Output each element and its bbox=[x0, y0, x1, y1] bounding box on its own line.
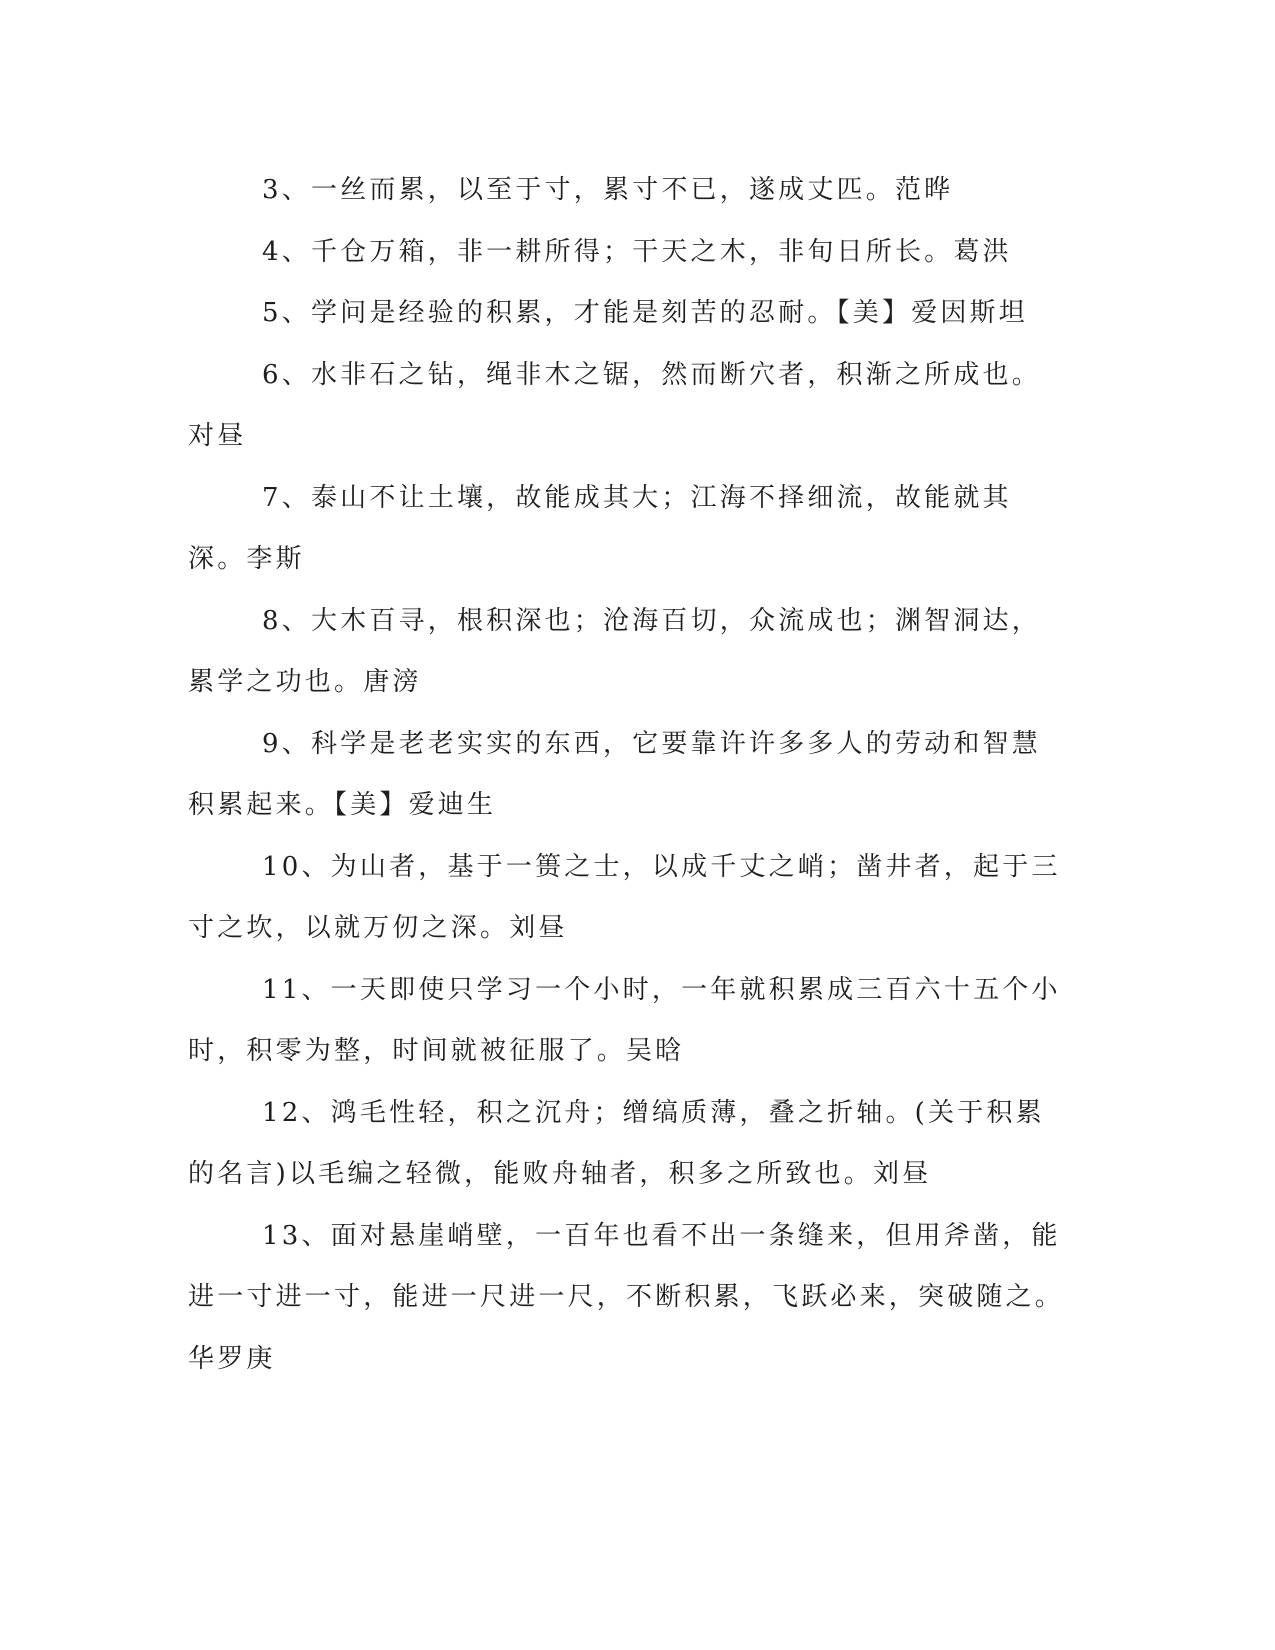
quote-11: 11、一天即使只学习一个小时，一年就积累成三百六十五个小时，积零为整，时间就被征服了。吴晗 bbox=[188, 974, 1061, 1066]
quote-4: 4、千仓万箱，非一耕所得；干天之木，非旬日所长。葛洪 bbox=[262, 236, 1012, 267]
quote-10: 10、为山者，基于一篑之士，以成千丈之峭；凿井者，起于三寸之坎，以就万仞之深。刘昼 bbox=[188, 851, 1061, 943]
quote-13: 13、面对悬崖峭壁，一百年也看不出一条缝来，但用斧凿，能进一寸进一寸，能进一尺进一尺，不断积累，飞跃必来，突破随之。华罗庚 bbox=[188, 1220, 1065, 1374]
quote-5: 5、学问是经验的积累，才能是刻苦的忍耐。【美】爱因斯坦 bbox=[262, 298, 1028, 328]
quote-12: 12、鸿毛性轻，积之沉舟；缯缟质薄，叠之折轴。(关于积累的名言)以毛编之轻微，能败舟轴者，积多之所致也。刘昼 bbox=[188, 1097, 1045, 1189]
quote-7: 7、泰山不让土壤，故能成其大；江海不择细流，故能就其深。李斯 bbox=[188, 482, 1012, 574]
quote-9: 9、科学是老老实实的东西，它要靠许许多多人的劳动和智慧积累起来。【美】爱迪生 bbox=[188, 728, 1041, 820]
quote-list bbox=[188, 160, 1068, 1390]
quote-8: 8、大木百寻，根积深也；沧海百切，众流成也；渊智洞达，累学之功也。唐滂 bbox=[188, 605, 1041, 697]
quote-6: 6、水非石之钻，绳非木之锯，然而断穴者，积渐之所成也。对昼 bbox=[188, 359, 1041, 451]
quote-3: 3、一丝而累，以至于寸，累寸不已，遂成丈匹。范晔 bbox=[262, 175, 954, 205]
